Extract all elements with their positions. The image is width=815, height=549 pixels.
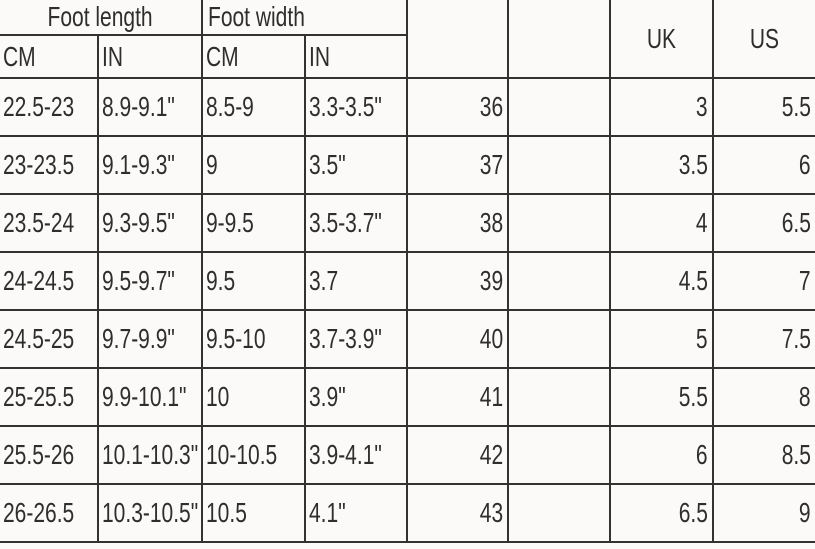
- cell-value: 24.5-25: [3, 323, 75, 354]
- cell-value: 26-26.5: [3, 497, 75, 528]
- cell-value: 7: [799, 265, 812, 296]
- foot-width-in-label: IN: [309, 40, 331, 72]
- cell-value: 42: [479, 439, 504, 470]
- cell-value: 6.5: [781, 207, 812, 238]
- cell-value: 25.5-26: [3, 439, 75, 470]
- us-size-cell: [713, 136, 815, 194]
- uk-size-cell: [610, 194, 713, 252]
- foot-width-in-cell: [305, 426, 407, 484]
- foot-width-cm-cell: [202, 310, 305, 368]
- cell-value: 7.5: [781, 323, 812, 354]
- us-size-cell: [713, 310, 815, 368]
- blank-header: [508, 0, 610, 78]
- foot-length-cm-cell: [0, 136, 98, 194]
- blank-cell: [508, 310, 610, 368]
- cell-value: 3.9-4.1": [309, 439, 382, 470]
- cell-value: 43: [479, 497, 504, 528]
- eu-size-cell: [407, 136, 508, 194]
- foot-width-cm-cell: [202, 426, 305, 484]
- foot-width-cm-label: CM: [206, 40, 239, 72]
- cell-value: 5.5: [781, 91, 812, 122]
- cell-value: 23-23.5: [3, 149, 75, 180]
- eu-size-header: [407, 0, 508, 78]
- cell-value: 6: [799, 149, 812, 180]
- cell-value: 36: [479, 91, 504, 122]
- foot-width-cm-header: [202, 35, 305, 78]
- blank-cell: [508, 426, 610, 484]
- foot-length-in-cell: [98, 310, 202, 368]
- us-size-cell: [713, 252, 815, 310]
- foot-width-header: [202, 0, 407, 35]
- uk-header-label: UK: [646, 22, 677, 54]
- foot-length-in-header: [98, 35, 202, 78]
- foot-length-in-cell: [98, 252, 202, 310]
- cell-value: 9.5-9.7": [102, 265, 175, 296]
- foot-width-in-cell: [305, 310, 407, 368]
- cell-value: 10-10.5: [206, 439, 278, 470]
- foot-length-in-cell: [98, 484, 202, 542]
- foot-length-cm-cell: [0, 484, 98, 542]
- foot-width-cm-cell: [202, 484, 305, 542]
- foot-length-in-cell: [98, 78, 202, 136]
- cell-value: 5.5: [678, 381, 709, 412]
- foot-length-header: [0, 0, 202, 35]
- eu-size-cell: [407, 252, 508, 310]
- eu-size-cell: [407, 78, 508, 136]
- cell-value: 39: [479, 265, 504, 296]
- cell-value: 3.7: [309, 265, 339, 296]
- cell-value: 5: [696, 323, 709, 354]
- cell-value: 3.9": [309, 381, 346, 412]
- cell-value: 6: [696, 439, 709, 470]
- foot-length-cm-cell: [0, 368, 98, 426]
- cell-value: 6.5: [678, 497, 709, 528]
- foot-width-cm-cell: [202, 368, 305, 426]
- us-size-cell: [713, 78, 815, 136]
- uk-size-cell: [610, 426, 713, 484]
- cell-value: 22.5-23: [3, 91, 75, 122]
- foot-width-cm-cell: [202, 78, 305, 136]
- cell-value: 10.1-10.3": [102, 439, 199, 470]
- foot-length-in-cell: [98, 426, 202, 484]
- cell-value: 8.9-9.1": [102, 91, 175, 122]
- header-row-groups: [0, 0, 815, 35]
- cell-value: 4.5: [678, 265, 709, 296]
- cell-value: 10.3-10.5": [102, 497, 199, 528]
- cell-value: 24-24.5: [3, 265, 75, 296]
- cell-value: 4: [696, 207, 709, 238]
- foot-width-cm-cell: [202, 136, 305, 194]
- cell-value: 3.7-3.9": [309, 323, 382, 354]
- table-row: [0, 136, 815, 194]
- foot-length-cm-label: CM: [3, 40, 36, 72]
- table-row: [0, 310, 815, 368]
- eu-size-cell: [407, 310, 508, 368]
- foot-width-in-cell: [305, 368, 407, 426]
- eu-size-cell: [407, 484, 508, 542]
- foot-length-in-cell: [98, 368, 202, 426]
- foot-width-cm-cell: [202, 194, 305, 252]
- cell-value: 8.5: [781, 439, 812, 470]
- foot-width-in-cell: [305, 136, 407, 194]
- table-row: [0, 78, 815, 136]
- us-size-cell: [713, 426, 815, 484]
- cell-value: 9.5-10: [206, 323, 266, 354]
- cell-value: 9.9-10.1": [102, 381, 187, 412]
- uk-size-cell: [610, 136, 713, 194]
- cell-value: 9.5: [206, 265, 236, 296]
- table-row: [0, 368, 815, 426]
- cell-value: 8.5-9: [206, 91, 254, 122]
- foot-length-cm-header: [0, 35, 98, 78]
- cell-value: 3: [696, 91, 709, 122]
- us-size-cell: [713, 368, 815, 426]
- uk-size-cell: [610, 484, 713, 542]
- blank-cell: [508, 136, 610, 194]
- eu-size-cell: [407, 426, 508, 484]
- foot-width-header-label: Foot width: [208, 1, 305, 32]
- cell-value: 9.7-9.9": [102, 323, 175, 354]
- cell-value: 3.5": [309, 149, 346, 180]
- uk-size-cell: [610, 310, 713, 368]
- blank-cell: [508, 484, 610, 542]
- cell-value: 38: [479, 207, 504, 238]
- cell-value: 8: [799, 381, 812, 412]
- foot-length-in-cell: [98, 194, 202, 252]
- foot-length-cm-cell: [0, 194, 98, 252]
- eu-size-cell: [407, 194, 508, 252]
- table-row: [0, 194, 815, 252]
- foot-length-cm-cell: [0, 310, 98, 368]
- cell-value: 10: [206, 381, 230, 412]
- cell-value: 40: [479, 323, 504, 354]
- us-header: [713, 0, 815, 78]
- cell-value: 9: [799, 497, 812, 528]
- cell-value: 41: [479, 381, 504, 412]
- table-row: [0, 426, 815, 484]
- us-header-label: US: [749, 22, 780, 54]
- cell-value: 9.3-9.5": [102, 207, 175, 238]
- cell-value: 9-9.5: [206, 207, 254, 238]
- blank-cell: [508, 368, 610, 426]
- uk-header: [610, 0, 713, 78]
- cell-value: 10.5: [206, 497, 247, 528]
- foot-width-in-cell: [305, 194, 407, 252]
- cell-value: 4.1": [309, 497, 346, 528]
- foot-length-in-label: IN: [102, 40, 123, 72]
- blank-cell: [508, 252, 610, 310]
- table-row: [0, 252, 815, 310]
- foot-length-in-cell: [98, 136, 202, 194]
- cell-value: 23.5-24: [3, 207, 75, 238]
- uk-size-cell: [610, 368, 713, 426]
- eu-size-cell: [407, 368, 508, 426]
- foot-length-header-label: Foot length: [47, 1, 154, 32]
- foot-length-cm-cell: [0, 252, 98, 310]
- foot-width-in-header: [305, 35, 407, 78]
- uk-size-cell: [610, 78, 713, 136]
- foot-width-in-cell: [305, 78, 407, 136]
- cell-value: 9.1-9.3": [102, 149, 175, 180]
- cell-value: 37: [479, 149, 504, 180]
- cell-value: 3.5: [678, 149, 709, 180]
- table-row: [0, 484, 815, 542]
- blank-cell: [508, 194, 610, 252]
- cell-value: 25-25.5: [3, 381, 75, 412]
- uk-size-cell: [610, 252, 713, 310]
- foot-width-cm-cell: [202, 252, 305, 310]
- cell-value: 9: [206, 149, 218, 180]
- us-size-cell: [713, 194, 815, 252]
- blank-cell: [508, 78, 610, 136]
- foot-width-in-cell: [305, 484, 407, 542]
- cell-value: 3.3-3.5": [309, 91, 382, 122]
- cell-value: 3.5-3.7": [309, 207, 382, 238]
- foot-length-cm-cell: [0, 78, 98, 136]
- us-size-cell: [713, 484, 815, 542]
- foot-length-cm-cell: [0, 426, 98, 484]
- foot-width-in-cell: [305, 252, 407, 310]
